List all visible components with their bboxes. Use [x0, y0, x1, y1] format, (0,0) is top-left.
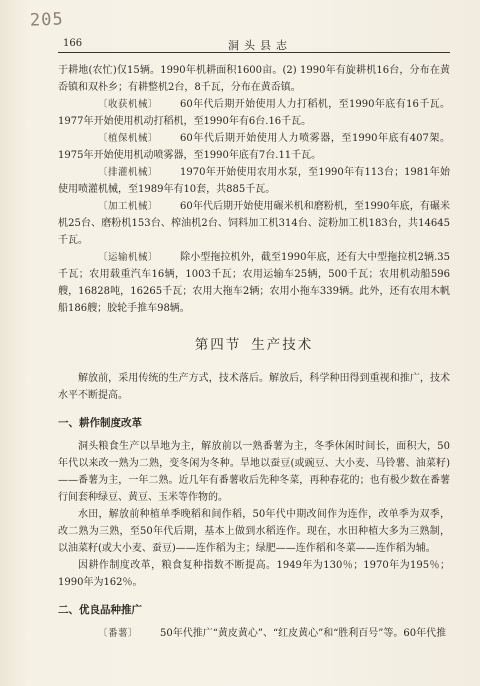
continued-paragraph: 于耕地(农忙)仅15辆。1990年机耕面积1600亩。(2) 1990年有旋耕机16台，分布在黄岙镇和双朴乡；有耕整机2台，8千瓦，分布在黄岙镇。 [58, 65, 450, 93]
tag-irrigation: 〔排灌机械〕 [98, 167, 159, 178]
tag-processing: 〔加工机械〕 [98, 201, 159, 212]
tillage-paragraph-1: 洞头粮食生产以旱地为主，解放前以一熟番薯为主，冬季休闲时间长，面积大，50年代以来改一熟为二熟，变冬闲为冬种。旱地以蚕豆(或豌豆、大小麦、马铃薯、油菜籽)——番薯为主，一年二熟。近几年有番薯收后先种冬菜，再种春花的；也有极少数在番薯行间套种绿豆、黄豆、玉米等作物的。 [58, 441, 450, 503]
heading-improved-varieties: 二、优良品种推广 [58, 604, 142, 616]
machinery-irrigation [58, 164, 450, 198]
machinery-plant-protection-text: 60年代后期开始使用人力喷雾器，至1990年底有407架。1975年开始使用机动喷雾器，至1990年底有7台.11千瓦。 [58, 133, 450, 161]
machinery-harvest-text: 60年代后期开始使用人力打稻机，至1990年底有16千瓦。1977年开始使用机动打稻机，至1990年有6台.16千瓦。 [58, 99, 450, 127]
tag-plant-protection: 〔植保机械〕 [98, 133, 159, 144]
tag-transport: 〔运输机械〕 [98, 252, 159, 263]
handwritten-page-number: 205 [29, 9, 65, 31]
intro-paragraph: 解放前，采用传统的生产方式，技术落后。解放后，科学种田得到重视和推广，技术水平不断提高。 [58, 373, 450, 401]
sweet-potato-text: 50年代推广“黄皮黄心”、“红皮黄心”和“胜利百号”等。60年代推 [160, 628, 447, 639]
machinery-plant-protection [58, 130, 450, 164]
section-title [58, 337, 450, 354]
heading-tillage-reform: 一、耕作制度改革 [58, 417, 142, 429]
tag-sweet-potato: 〔番薯〕 [98, 628, 139, 639]
section-number: 第四节 [194, 337, 242, 353]
tag-harvest: 〔收获机械〕 [98, 99, 159, 110]
section-name: 生产技术 [251, 337, 314, 353]
sweet-potato-paragraph [58, 625, 450, 642]
header-rule [58, 52, 450, 53]
machinery-processing-text: 60年代后期开始使用碾米机和磨粉机，至1990年底，有碾米机25台、磨粉机153台、榨油机2台、饲料加工机314台、淀粉加工机183台，共14645千瓦。 [58, 201, 450, 246]
machinery-transport-text: 除小型拖拉机外，截至1990年底，还有大中型拖拉机2辆.35千瓦；农用载重汽车16辆，1003千瓦；农用运输车25辆，500千瓦；农用机动船596艘，16828吨，16265千瓦；农用大拖车2辆；农用小拖车339辆。此外，还有农用木帆船186艘；胶轮手推车98辆。 [58, 252, 450, 314]
page-number: 166 [63, 38, 83, 49]
tillage-paragraph-2: 水田，解放前种植单季晚稻和间作稻，50年代中期改间作为连作，改单季为双季，改二熟为三熟，至50年代后期，基本上做到水稻连作。现在，水田种植大多为三熟制，以油菜籽(或大小麦、蚕豆)——连作稻为主；绿肥——连作稻和冬菜——连作稻为辅。 [58, 509, 450, 554]
page-body [58, 62, 450, 642]
machinery-harvest [58, 96, 450, 130]
machinery-transport [58, 249, 450, 317]
machinery-processing [58, 198, 450, 249]
running-header-title: 洞头县志 [228, 39, 292, 52]
machinery-irrigation-text: 1970年开始使用农用水泵，至1990年有113台；1981年始使用喷灌机械，至1989年有10套，共885千瓦。 [58, 167, 450, 195]
tillage-paragraph-3: 因耕作制度改革，粮食复种指数不断提高。1949年为130％；1970年为195％；1990年为162％。 [58, 560, 450, 588]
